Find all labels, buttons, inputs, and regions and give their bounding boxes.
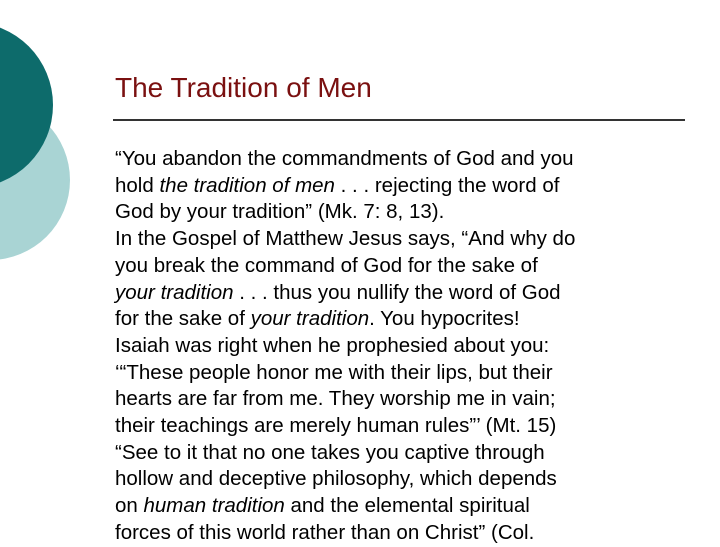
text-line <box>115 360 690 387</box>
decorative-circles <box>0 0 120 300</box>
text-run: hollow and deceptive philosophy, which depends <box>115 467 557 491</box>
text-run: “You abandon the commandments of God and you <box>115 147 574 170</box>
paragraph-mark-quote <box>115 146 690 226</box>
text-line <box>115 306 690 333</box>
text-line <box>115 226 690 253</box>
text-line <box>115 493 690 520</box>
text-line <box>115 253 690 280</box>
text-line <box>115 199 690 226</box>
text-run: and the elemental spiritual <box>284 494 530 518</box>
slide-body <box>115 146 690 547</box>
italic-run: the tradition of men <box>159 173 335 197</box>
text-line <box>115 386 690 413</box>
slide-title: The Tradition of Men <box>115 72 372 103</box>
text-run: their teachings are merely human rules”’ (Mt. 15) <box>115 414 557 438</box>
text-line <box>115 333 690 360</box>
text-line <box>115 280 690 307</box>
text-run: forces of this world rather than on Christ” (Col. <box>115 520 535 544</box>
text-line <box>115 520 690 547</box>
text-run: . . . rejecting the word of <box>334 173 560 197</box>
text-line <box>115 413 690 440</box>
text-run: “See to it that no one takes you captive through <box>115 440 545 464</box>
text-line <box>115 466 690 493</box>
text-line <box>115 146 690 173</box>
italic-run: human tradition <box>143 494 285 518</box>
text-run: God by your tradition” (Mk. 7: 8, 13). <box>115 200 445 224</box>
title-divider <box>113 119 685 121</box>
text-run: In the Gospel of Matthew Jesus says, “And why do <box>115 227 576 251</box>
text-run: ‘“These people honor me with their lips, but their <box>115 360 553 384</box>
text-run: for the sake of <box>115 307 251 331</box>
paragraph-colossians-quote <box>115 440 690 547</box>
italic-run: your tradition <box>115 280 234 304</box>
italic-run: your tradition <box>250 307 370 331</box>
text-run: hold <box>115 173 160 197</box>
text-run: Isaiah was right when he prophesied about you: <box>115 333 550 357</box>
text-line <box>115 440 690 467</box>
text-run: hearts are far from me. They worship me in vain; <box>115 387 556 411</box>
text-line <box>115 173 690 200</box>
text-run: . . . thus you nullify the word of God <box>233 280 561 304</box>
paragraph-matthew-quote <box>115 226 690 440</box>
text-run: on <box>115 494 144 518</box>
text-run: . You hypocrites! <box>369 307 520 331</box>
text-run: you break the command of God for the sake of <box>115 253 538 277</box>
